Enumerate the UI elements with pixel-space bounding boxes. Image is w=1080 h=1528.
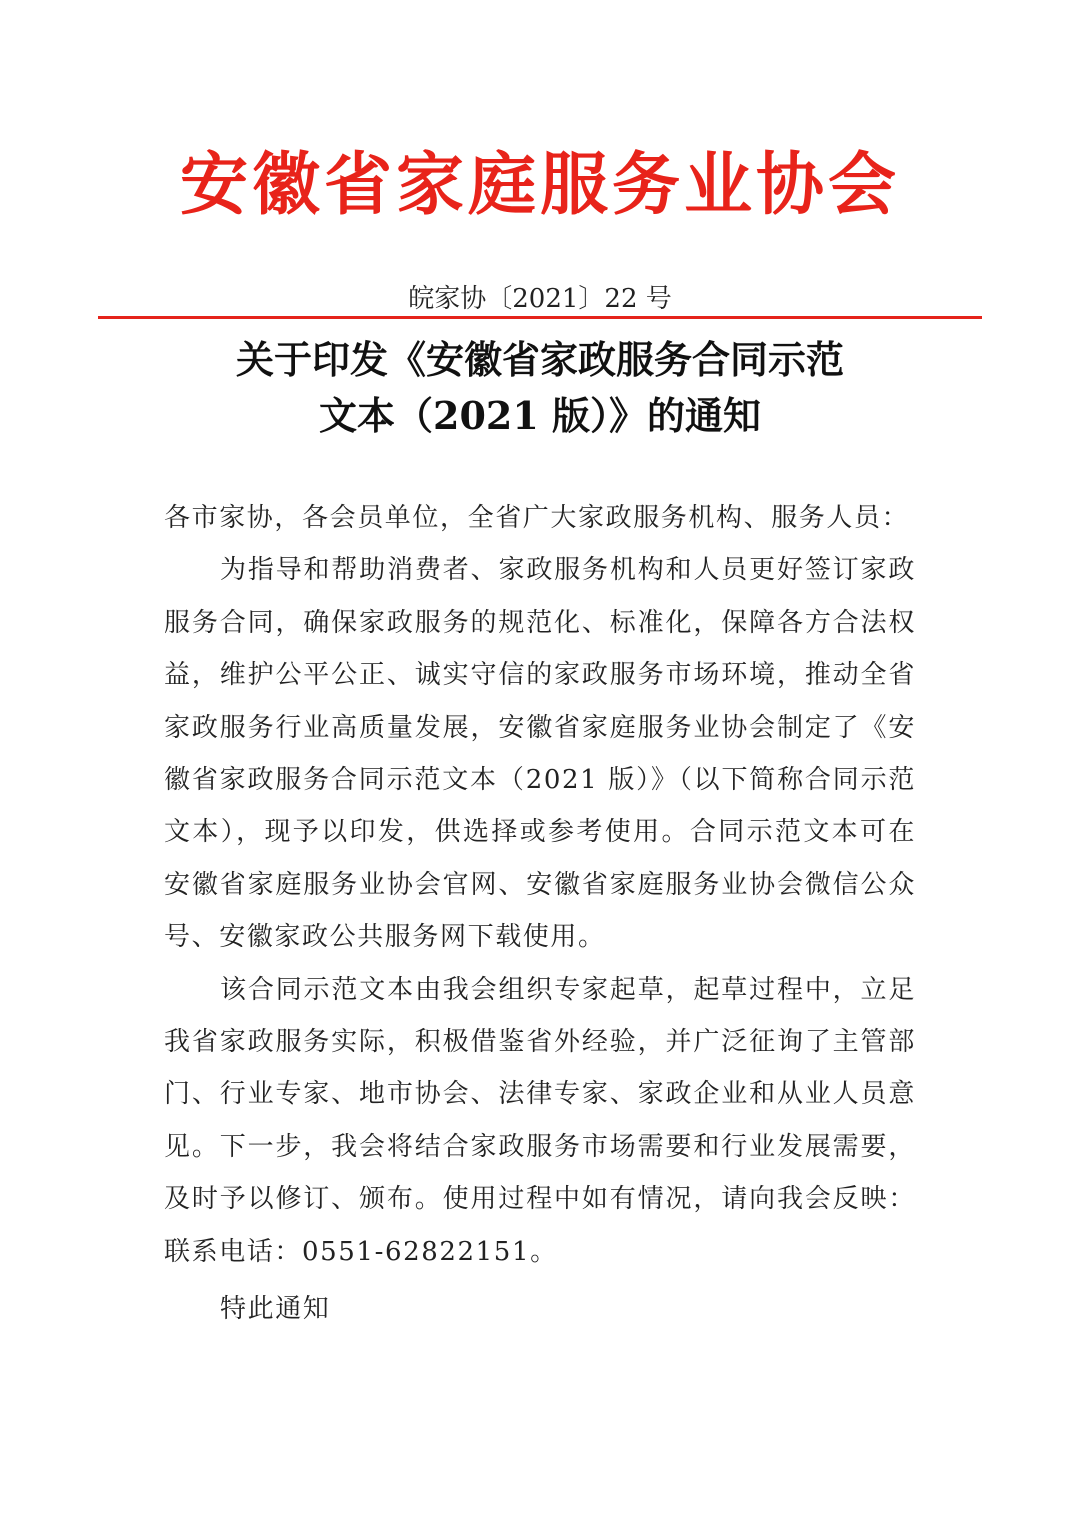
body-paragraph-2: 该合同示范文本由我会组织专家起草，起草过程中，立足我省家政服务实际，积极借鉴省外经验，并广泛征询了主管部门、行业专家、地市协会、法律专家、家政企业和从业人员意见。下一步，我会将结合家政服务市场需要和行业发展需要，及时予以修订、颁布。使用过程中如有情况，请向我会反映：联系电话：0551-62822151。 [164,974,916,1267]
organization-header: 安徽省家庭服务业协会 [179,146,900,225]
document-number: 皖家协〔2021〕22 号 [408,284,672,314]
body-paragraph-1: 为指导和帮助消费者、家政服务机构和人员更好签订家政服务合同，确保家政服务的规范化、标准化，保障各方合法权益，维护公平公正、诚实守信的家政服务市场环境，推动全省家政服务行业高质量发展，安徽省家庭服务业协会制定了《安徽省家政服务合同示范文本（2021 版）》（以下简称合同示范文本），现予以印发，供选择或参考使用。合同示范文本可在安徽省家庭服务业协会官网、安徽省家庭服务业协会微信公众号、安徽家政公共服务网下载使用。 [164,555,916,953]
red-header-rule [98,316,982,319]
document-title [0,332,1080,444]
salutation: 各市家协，各会员单位，全省广大家政服务机构、服务人员： [164,503,910,533]
closing-line: 特此通知 [220,1294,331,1324]
title-line-1: 关于印发《安徽省家政服务合同示范 [235,337,844,382]
title-line-2: 文本（2021 版）》的通知 [319,393,761,438]
document-body [164,492,916,1278]
